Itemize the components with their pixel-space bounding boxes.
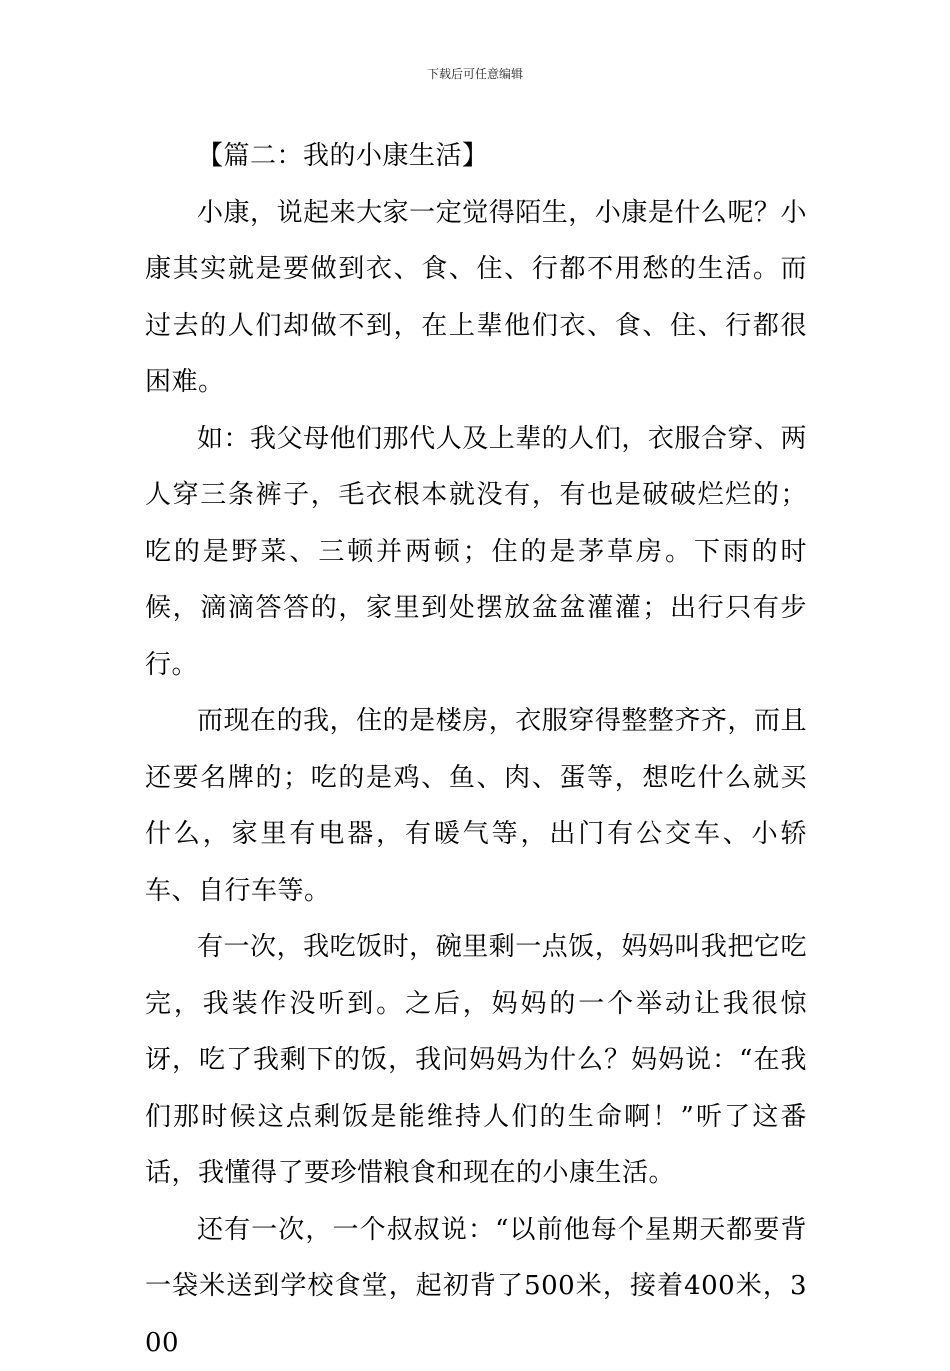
document-title: 【篇二：我的小康生活】 [145, 128, 807, 185]
paragraph-4: 有一次，我吃饭时，碗里剩一点饭，妈妈叫我把它吃完，我装作没听到。之后，妈妈的一个举动让我很惊讶，吃了我剩下的饭，我问妈妈为什么？妈妈说：“在我们那时候这点剩饭是能维持人们的生命啊！”听了这番话，我懂得了要珍惜粮食和现在的小康生活。 [145, 919, 807, 1202]
page-header: 下载后可任意编辑 [0, 66, 950, 82]
paragraph-1: 小康，说起来大家一定觉得陌生，小康是什么呢？小康其实就是要做到衣、食、住、行都不用愁的生活。而过去的人们却做不到，在上辈他们衣、食、住、行都很困难。 [145, 185, 807, 411]
paragraph-3: 而现在的我，住的是楼房，衣服穿得整整齐齐，而且还要名牌的；吃的是鸡、鱼、肉、蛋等，想吃什么就买什么，家里有电器，有暖气等，出门有公交车、小轿车、自行车等。 [145, 693, 807, 919]
document-body [145, 128, 807, 1371]
paragraph-2: 如：我父母他们那代人及上辈的人们，衣服合穿、两人穿三条裤子，毛衣根本就没有，有也是破破烂烂的；吃的是野菜、三顿并两顿；住的是茅草房。下雨的时候，滴滴答答的，家里到处摆放盆盆灌灌；出行只有步行。 [145, 411, 807, 694]
paragraph-5: 还有一次，一个叔叔说：“以前他每个星期天都要背一袋米送到学校食堂，起初背了500米，接着400米，300 [145, 1202, 807, 1371]
